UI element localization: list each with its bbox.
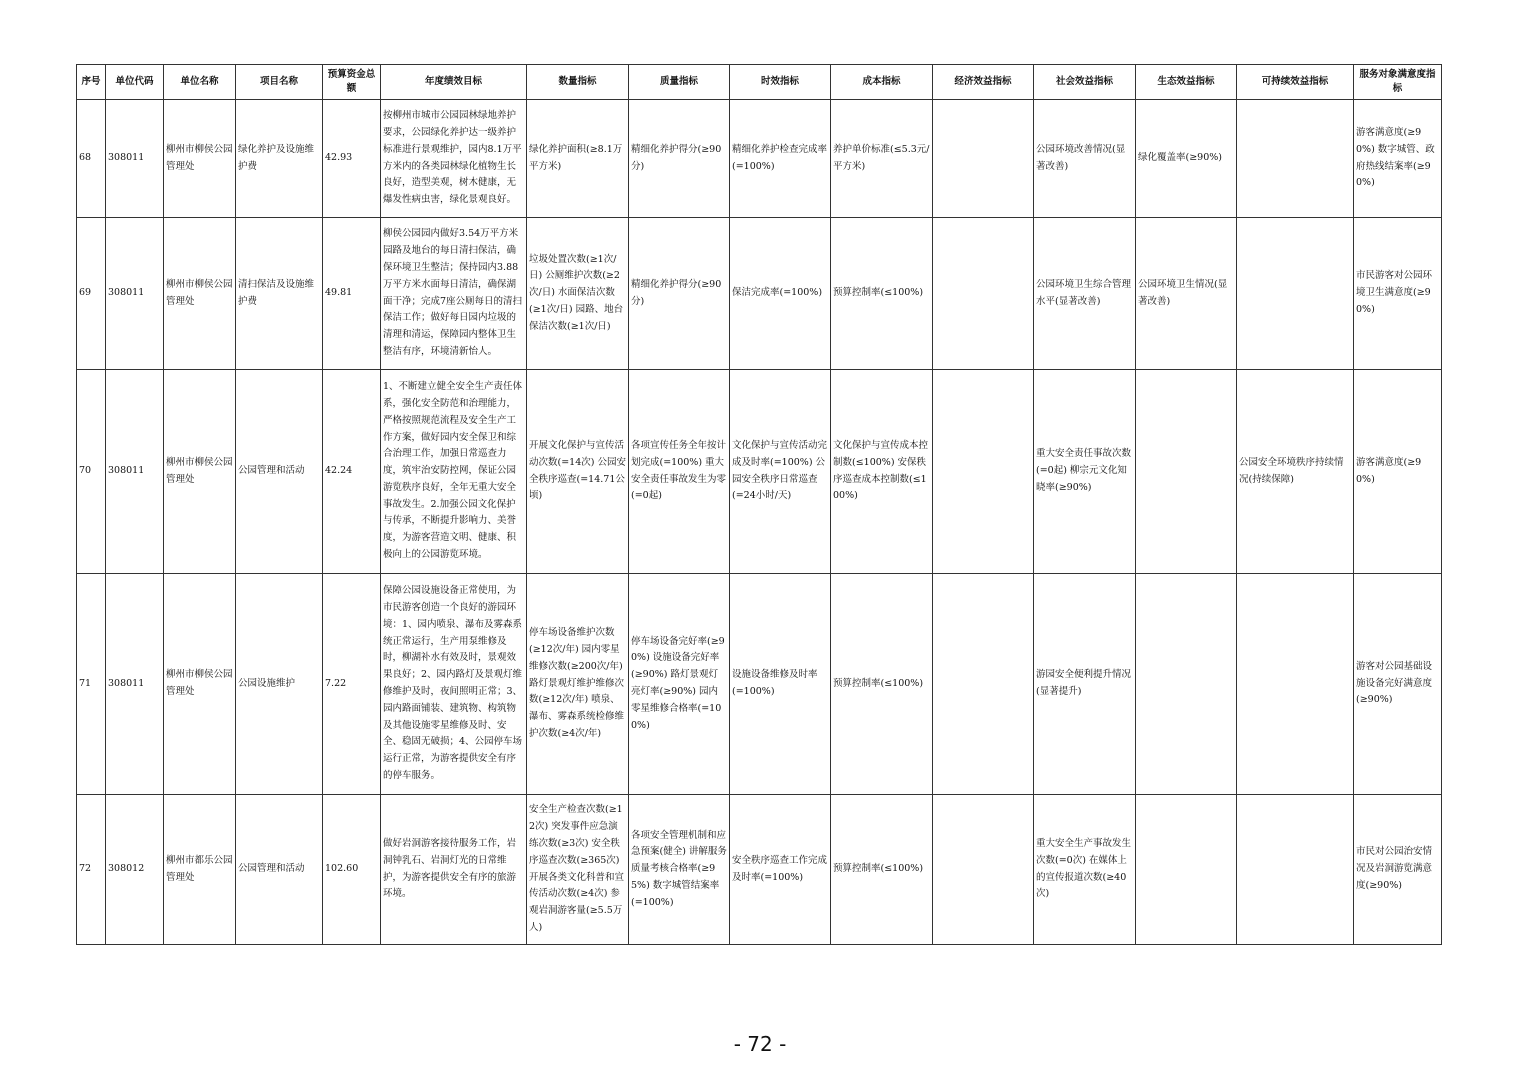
sustainable-cell xyxy=(1237,574,1354,795)
header-row xyxy=(77,65,1442,100)
header-cell: 项目名称 xyxy=(236,65,323,100)
unit-cell: 柳州市都乐公园管理处 xyxy=(164,795,236,945)
quality-cell: 各项宣传任务全年按计划完成(=100%) 重大安全责任事故发生为零(=0起) xyxy=(629,370,730,574)
quantity-cell: 停车场设备维护次数(≥12次/年) 园内零星维修次数(≥200次/年) 路灯景观灯维护维修次数(≥12次/年) 喷泉、瀑布、雾森系统检修维护次数(≥4次/年) xyxy=(527,574,629,795)
project-cell: 公园管理和活动 xyxy=(236,370,323,574)
economic-cell xyxy=(933,370,1034,574)
cost-cell: 养护单价标准(≤5.3元/平方米) xyxy=(831,100,933,218)
satisfaction-cell: 游客满意度(≥90%) 数字城管、政府热线结案率(≥90%) xyxy=(1354,100,1442,218)
header-cell: 单位代码 xyxy=(106,65,164,100)
header-cell: 可持续效益指标 xyxy=(1237,65,1354,100)
social-cell: 游园安全便利提升情况(显著提升) xyxy=(1034,574,1136,795)
goal-cell: 1、不断建立健全安全生产责任体系，强化安全防范和治理能力，严格按照规范流程及安全生产工作方案，做好园内安全保卫和综合治理工作，加强日常巡查力度，筑牢治安防控网，保证公园游览秩序良好，全年无重大安全事故发生。2.加强公园文化保护与传承，不断提升影响力、美誉度，为游客营造文明、健康、积极向上的公园游览环境。 xyxy=(381,370,527,574)
seq-cell: 68 xyxy=(77,100,106,218)
amount-cell: 49.81 xyxy=(323,218,381,370)
quantity-cell: 垃圾处置次数(≥1次/日) 公厕维护次数(≥2次/日) 水面保洁次数(≥1次/日) 园路、地台保洁次数(≥1次/日) xyxy=(527,218,629,370)
code-cell: 308011 xyxy=(106,574,164,795)
unit-cell: 柳州市柳侯公园管理处 xyxy=(164,218,236,370)
sustainable-cell: 公园安全环境秩序持续情况(持续保障) xyxy=(1237,370,1354,574)
unit-cell: 柳州市柳侯公园管理处 xyxy=(164,100,236,218)
satisfaction-cell: 游客对公园基础设施设备完好满意度(≥90%) xyxy=(1354,574,1442,795)
project-cell: 绿化养护及设施维护费 xyxy=(236,100,323,218)
unit-cell: 柳州市柳侯公园管理处 xyxy=(164,370,236,574)
table-row xyxy=(77,795,1442,945)
economic-cell xyxy=(933,795,1034,945)
quality-cell: 停车场设备完好率(≥90%) 设施设备完好率(≥90%) 路灯景观灯亮灯率(≥90%) 园内零星维修合格率(=100%) xyxy=(629,574,730,795)
economic-cell xyxy=(933,218,1034,370)
timeliness-cell: 文化保护与宣传活动完成及时率(=100%) 公园安全秩序日常巡查(=24小时/天) xyxy=(730,370,831,574)
project-cell: 清扫保洁及设施维护费 xyxy=(236,218,323,370)
satisfaction-cell: 市民对公园治安情况及岩洞游览满意度(≥90%) xyxy=(1354,795,1442,945)
ecological-cell: 公园环境卫生情况(显著改善) xyxy=(1136,218,1237,370)
ecological-cell xyxy=(1136,370,1237,574)
cost-cell: 预算控制率(≤100%) xyxy=(831,574,933,795)
header-cell: 质量指标 xyxy=(629,65,730,100)
table-row xyxy=(77,218,1442,370)
seq-cell: 72 xyxy=(77,795,106,945)
table-row xyxy=(77,100,1442,218)
code-cell: 308011 xyxy=(106,218,164,370)
ecological-cell: 绿化覆盖率(≥90%) xyxy=(1136,100,1237,218)
header-cell: 预算资金总额 xyxy=(323,65,381,100)
quality-cell: 精细化养护得分(≥90分) xyxy=(629,100,730,218)
timeliness-cell: 保洁完成率(=100%) xyxy=(730,218,831,370)
social-cell: 重大安全生产事故发生次数(=0次) 在媒体上的宣传报道次数(≥40次) xyxy=(1034,795,1136,945)
header-cell: 社会效益指标 xyxy=(1034,65,1136,100)
unit-cell: 柳州市柳侯公园管理处 xyxy=(164,574,236,795)
header-cell: 成本指标 xyxy=(831,65,933,100)
page-number: - 72 - xyxy=(733,1032,787,1056)
quantity-cell: 开展文化保护与宣传活动次数(=14次) 公园安全秩序巡查(=14.71公顷) xyxy=(527,370,629,574)
project-cell: 公园管理和活动 xyxy=(236,795,323,945)
goal-cell: 做好岩洞游客接待服务工作，岩洞钟乳石、岩洞灯光的日常维护，为游客提供安全有序的旅游环境。 xyxy=(381,795,527,945)
header-cell: 年度绩效目标 xyxy=(381,65,527,100)
social-cell: 公园环境改善情况(显著改善) xyxy=(1034,100,1136,218)
amount-cell: 42.24 xyxy=(323,370,381,574)
ecological-cell xyxy=(1136,795,1237,945)
economic-cell xyxy=(933,574,1034,795)
goal-cell: 保障公园设施设备正常使用，为市民游客创造一个良好的游园环境：1、园内喷泉、瀑布及雾森系统正常运行，生产用泵维修及时，柳湖补水有效及时，景观效果良好；2、园内路灯及景观灯维修维护及时，夜间照明正常；3、园内路面铺装、建筑物、构筑物及其他设施零星维修及时、安全、稳固无破损；4、公园停车场运行正常，为游客提供安全有序的停车服务。 xyxy=(381,574,527,795)
amount-cell: 42.93 xyxy=(323,100,381,218)
seq-cell: 71 xyxy=(77,574,106,795)
performance-table xyxy=(76,64,1442,945)
header-cell: 服务对象满意度指标 xyxy=(1354,65,1442,100)
ecological-cell xyxy=(1136,574,1237,795)
amount-cell: 102.60 xyxy=(323,795,381,945)
header-cell: 经济效益指标 xyxy=(933,65,1034,100)
header-cell: 序号 xyxy=(77,65,106,100)
satisfaction-cell: 市民游客对公园环境卫生满意度(≥90%) xyxy=(1354,218,1442,370)
timeliness-cell: 安全秩序巡查工作完成及时率(=100%) xyxy=(730,795,831,945)
timeliness-cell: 精细化养护检查完成率(=100%) xyxy=(730,100,831,218)
header-cell: 生态效益指标 xyxy=(1136,65,1237,100)
code-cell: 308011 xyxy=(106,100,164,218)
quantity-cell: 绿化养护面积(≥8.1万平方米) xyxy=(527,100,629,218)
timeliness-cell: 设施设备维修及时率(=100%) xyxy=(730,574,831,795)
table-row xyxy=(77,574,1442,795)
project-cell: 公园设施维护 xyxy=(236,574,323,795)
header-cell: 时效指标 xyxy=(730,65,831,100)
social-cell: 公园环境卫生综合管理水平(显著改善) xyxy=(1034,218,1136,370)
header-cell: 数量指标 xyxy=(527,65,629,100)
table-row xyxy=(77,370,1442,574)
economic-cell xyxy=(933,100,1034,218)
social-cell: 重大安全责任事故次数(=0起) 柳宗元文化知晓率(≥90%) xyxy=(1034,370,1136,574)
code-cell: 308011 xyxy=(106,370,164,574)
cost-cell: 预算控制率(≤100%) xyxy=(831,218,933,370)
cost-cell: 预算控制率(≤100%) xyxy=(831,795,933,945)
header-cell: 单位名称 xyxy=(164,65,236,100)
code-cell: 308012 xyxy=(106,795,164,945)
quantity-cell: 安全生产检查次数(≥12次) 突发事件应急演练次数(≥3次) 安全秩序巡查次数(≥365次) 开展各类文化科普和宣传活动次数(≥4次) 参观岩洞游客量(≥5.5万人) xyxy=(527,795,629,945)
seq-cell: 70 xyxy=(77,370,106,574)
seq-cell: 69 xyxy=(77,218,106,370)
goal-cell: 柳侯公园园内做好3.54万平方米园路及地台的每日清扫保洁，确保环境卫生整洁；保持园内3.88万平方米水面每日清洁，确保湖面干净；完成7座公厕每日的清扫保洁工作；做好每日园内垃圾的清理和清运，保障园内整体卫生整洁有序，环境清新怡人。 xyxy=(381,218,527,370)
quality-cell: 精细化养护得分(≥90分) xyxy=(629,218,730,370)
cost-cell: 文化保护与宣传成本控制数(≤100%) 安保秩序巡查成本控制数(≤100%) xyxy=(831,370,933,574)
sustainable-cell xyxy=(1237,218,1354,370)
quality-cell: 各项安全管理机制和应急预案(健全) 讲解服务质量考核合格率(≥95%) 数字城管结案率(=100%) xyxy=(629,795,730,945)
satisfaction-cell: 游客满意度(≥90%) xyxy=(1354,370,1442,574)
sustainable-cell xyxy=(1237,795,1354,945)
sustainable-cell xyxy=(1237,100,1354,218)
amount-cell: 7.22 xyxy=(323,574,381,795)
goal-cell: 按柳州市城市公园园林绿地养护要求，公园绿化养护达一级养护标准进行景观维护，园内8.1万平方米内的各类园林绿化植物生长良好，造型美观，树木健康，无爆发性病虫害，绿化景观良好。 xyxy=(381,100,527,218)
